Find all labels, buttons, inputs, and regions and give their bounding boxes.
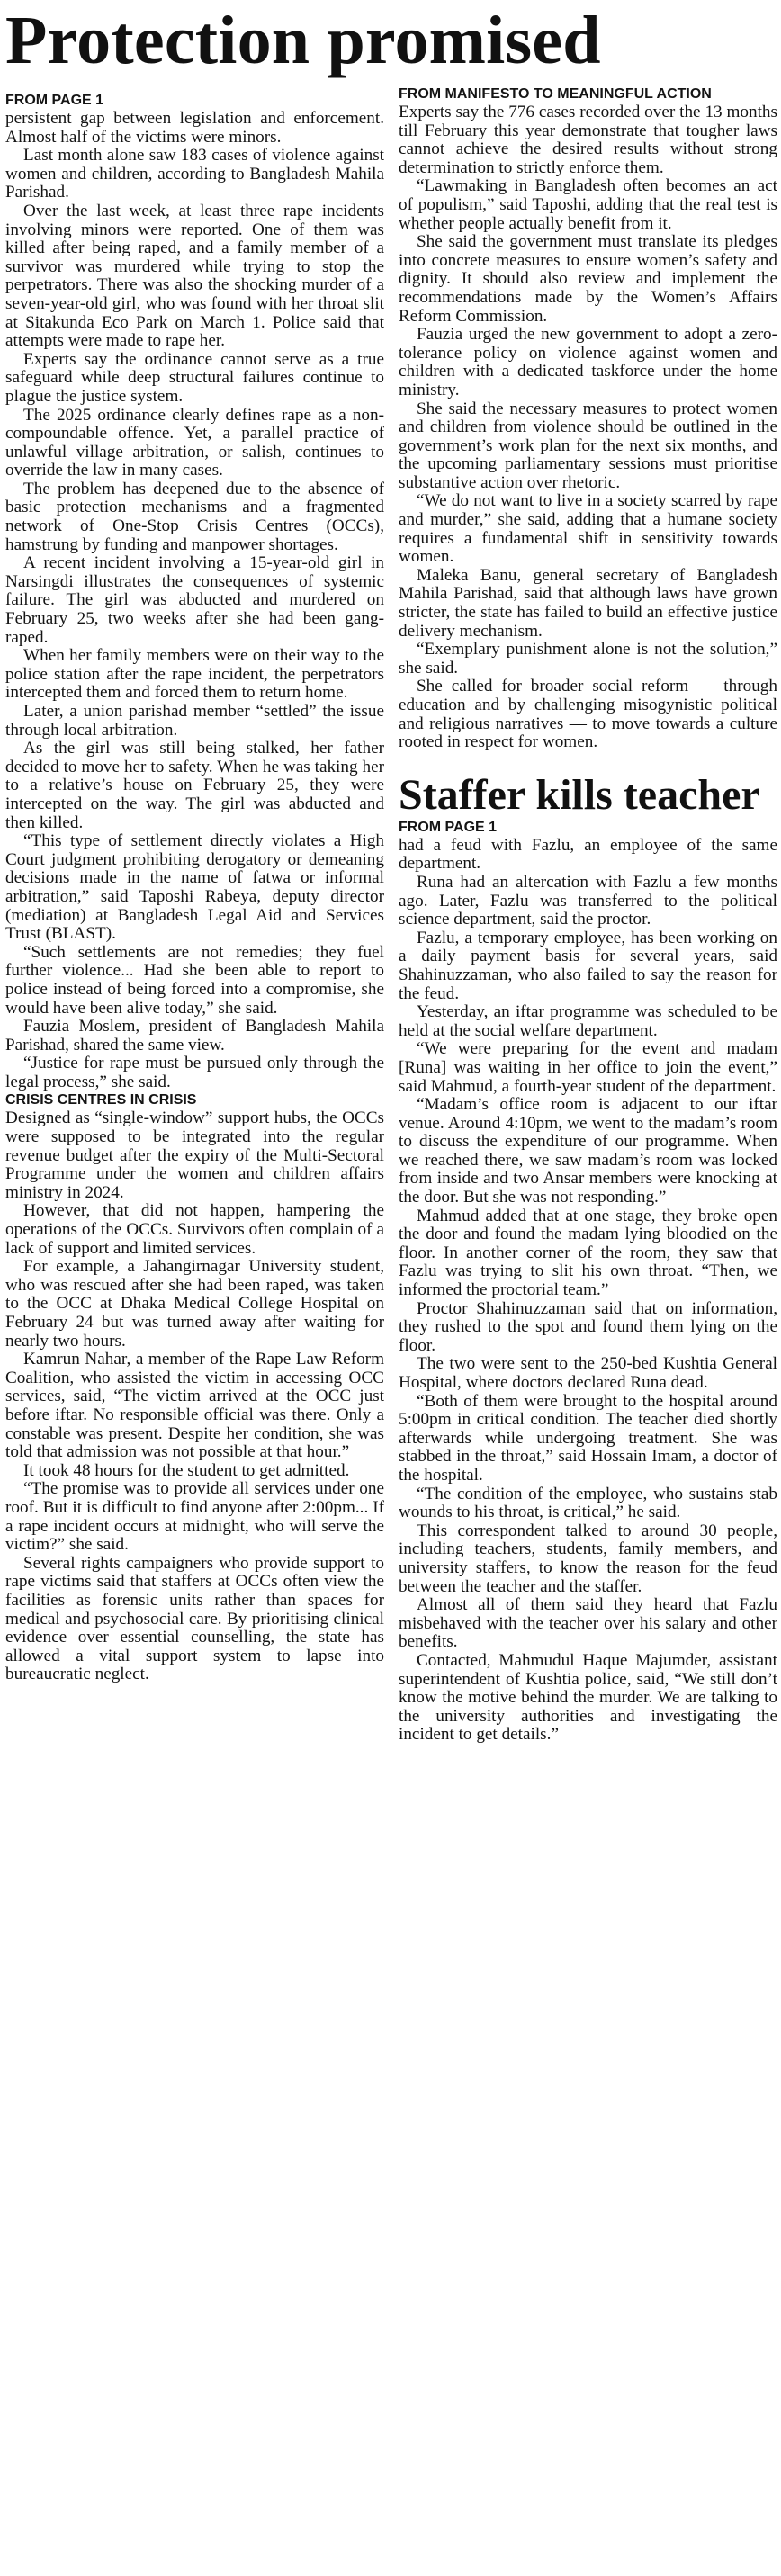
paragraph: Proctor Shahinuzzaman said that on information, they rushed to the spot and found them lying on the floor.: [399, 1298, 777, 1355]
paragraph: “Both of them were brought to the hospital around 5:00pm in critical condition. The teacher died shortly afterwards while undergoing treatment. She was stabbed in the throat,” said Hossain Imam, a doctor of the hospital.: [399, 1391, 777, 1485]
story-headline: Protection promised: [5, 3, 601, 78]
paragraph: Several rights campaigners who provide support to rape victims said that staffers at OCCs often view the facilities as forensic units rather than spaces for medical and psychosocial care. By prioritising clinical evidence over essential counselling, the state has allowed a vital support system to lapse into bureaucratic neglect.: [5, 1553, 384, 1684]
dateline: FROM PAGE 1: [5, 93, 104, 108]
paragraph: When her family members were on their way to the police station after the rape incident, the perpetrators intercepted them and forced them to return home.: [5, 646, 384, 703]
paragraph: It took 48 hours for the student to get admitted.: [23, 1460, 350, 1480]
paragraph: Experts say the ordinance cannot serve as a true safeguard while deep structural failures continue to plague the justice system.: [5, 349, 384, 406]
paragraph: Fauzia Moslem, president of Bangladesh Mahila Parishad, shared the same view.: [5, 1017, 384, 1055]
paragraph: Kamrun Nahar, a member of the Rape Law Reform Coalition, who assisted the victim in accessing OCC services, said, “The victim arrived at the OCC just before iftar. No responsible official was there. Only a constable was present. Despite her condition, she was told that admission was not possible at that hour.”: [5, 1350, 384, 1462]
paragraph: Yesterday, an iftar programme was scheduled to be held at the social welfare department.: [399, 1002, 777, 1040]
paragraph: The two were sent to the 250-bed Kushtia General Hospital, where doctors declared Runa dead.: [399, 1354, 777, 1392]
paragraph: This correspondent talked to around 30 people, including teachers, students, family members, and university staffers, to know the reason for the feud between the teacher and the staffer.: [399, 1521, 777, 1596]
paragraph: “Such settlements are not remedies; they fuel further violence... Had she been able to report to police instead of being forced into a compromise, she would have been alive today,” she said.: [5, 942, 384, 1018]
paragraph: Mahmud added that at one stage, they broke open the door and found the madam lying bloodied on the floor. In another corner of the room, they saw that Fazlu was trying to slit his own throat. “Then, we informed the proctorial team.”: [399, 1206, 777, 1300]
paragraph: She called for broader social reform — through education and by challenging misogynistic political and religious narratives — to move towards a culture rooted in respect for women.: [399, 677, 777, 752]
paragraph: As the girl was still being stalked, her father decided to move her to safety. When he was taking her to a relative’s house on February 25, they were intercepted on the way. The girl was abducted and then killed.: [5, 739, 384, 832]
paragraph: Contacted, Mahmudul Haque Majumder, assistant superintendent of Kushtia police, said, “We still don’t know the motive behind the murder. We are talking to the university authorities and investigating the incident to get details.”: [399, 1650, 777, 1745]
paragraph: Over the last week, at least three rape incidents involving minors were reported. One of them was killed after being raped, and a family member of a survivor was murdered while trying to stop the perpetrators. There was also the shocking murder of a seven-year-old girl, who was found with her throat slit at Sitakunda Eco Park on March 1. Police said that attempts were made to rape her.: [5, 201, 384, 351]
paragraph: “The condition of the employee, who sustains stab wounds to his throat, is critical,” he said.: [399, 1484, 777, 1522]
paragraph: Experts say the 776 cases recorded over the 13 months till February this year demonstrate that tougher laws cannot achieve the desired results without strong determination to strictly enforce them.: [399, 103, 777, 177]
paragraph: “Lawmaking in Bangladesh often becomes an act of populism,” said Taposhi, adding that the real test is whether people actually benefit from it.: [399, 176, 777, 233]
paragraph: had a feud with Fazlu, an employee of the same department.: [399, 835, 777, 874]
paragraph: “We were preparing for the event and madam [Runa] was waiting in her office to join the event,” said Mahmud, a fourth-year student of the department.: [399, 1039, 777, 1096]
paragraph: However, that did not happen, hampering the operations of the OCCs. Survivors often complain of a lack of support and limited services.: [5, 1201, 384, 1258]
paragraph: “This type of settlement directly violates a High Court judgment prohibiting derogatory or demeaning decisions made in the name of fatwa or informal arbitration,” said Taposhi Rabeya, deputy director (mediation) at Bangladesh Legal Aid and Services Trust (BLAST).: [5, 831, 384, 944]
second-story-headline: Staffer kills teacher: [399, 770, 760, 819]
paragraph: A recent incident involving a 15-year-old girl in Narsingdi illustrates the consequences of systemic failure. The girl was abducted and murdered on February 25, two weeks after she had been gang-raped.: [5, 553, 384, 647]
paragraph: “The promise was to provide all services under one roof. But it is difficult to find anyone after 2:00pm... If a rape incident occurs at midnight, who will serve the victim?” she said.: [5, 1479, 384, 1555]
subhead-manifesto: FROM MANIFESTO TO MEANINGFUL ACTION: [399, 86, 712, 102]
second-story-body: [399, 837, 777, 1745]
second-story-dateline: FROM PAGE 1: [399, 819, 498, 835]
story-body-part-1: [5, 110, 384, 1091]
story-body-part-3: [399, 103, 777, 752]
paragraph: “Justice for rape must be pursued only through the legal process,” she said.: [5, 1054, 384, 1091]
paragraph: “Madam’s office room is adjacent to our iftar venue. Around 4:10pm, we went to the madam’s room to discuss the expenditure of our programme. When we reached there, we saw madam’s room was locked from inside and two Ansar members were knocking at the door. But she was not responding.”: [399, 1095, 777, 1207]
paragraph: The problem has deepened due to the absence of basic protection mechanisms and a fragmented network of One-Stop Crisis Centres (OCCs), hamstrung by funding and manpower shortages.: [5, 479, 384, 554]
paragraph: Later, a union parishad member “settled” the issue through local arbitration.: [5, 702, 384, 740]
paragraph: Maleka Banu, general secretary of Bangladesh Mahila Parishad, said that although laws have grown stricter, the state has failed to build an effective justice delivery mechanism.: [399, 565, 777, 641]
paragraph: persistent gap between legislation and enforcement. Almost half of the victims were minors.: [5, 109, 384, 147]
subhead-crisis-centres: CRISIS CENTRES IN CRISIS: [5, 1092, 197, 1108]
paragraph: Runa had an altercation with Fazlu a few months ago. Later, Fazlu was transferred to the political science department, said the proctor.: [399, 872, 777, 929]
paragraph: The 2025 ordinance clearly defines rape as a non-compoundable offence. Yet, a parallel practice of unlawful village arbitration, or salish, continues to override the law in many cases.: [5, 405, 384, 480]
paragraph: She said the necessary measures to protect women and children from violence should be outlined in the government’s work plan for the next six months, and the upcoming parliamentary sessions must prioritise substantive action over rhetoric.: [399, 399, 777, 492]
second-story: [399, 772, 777, 1745]
paragraph: Almost all of them said they heard that Fazlu misbehaved with the teacher over his salary and other benefits.: [399, 1595, 777, 1652]
paragraph: “Exemplary punishment alone is not the solution,” she said.: [399, 640, 777, 678]
paragraph: She said the government must translate its pledges into concrete measures to ensure women’s safety and dignity. It should also review and implement the recommendations made by the Women’s Affairs Reform Commission.: [399, 232, 777, 326]
paragraph: Fauzia urged the new government to adopt a zero-tolerance policy on violence against women and children with a dedicated taskforce under the home ministry.: [399, 325, 777, 399]
paragraph: Last month alone saw 183 cases of violence against women and children, according to Bangladesh Mahila Parishad.: [5, 146, 384, 202]
right-column: [399, 85, 777, 1745]
story-body-part-2: [5, 1109, 384, 1683]
paragraph: “We do not want to live in a society scarred by rape and murder,” she said, adding that a humane society requires a fundamental shift in sensitivity towards women.: [399, 491, 777, 567]
paragraph: Fazlu, a temporary employee, has been working on a daily payment basis for several years, said Shahinuzzaman, who also failed to say the reason for the feud.: [399, 928, 777, 1003]
paragraph: For example, a Jahangirnagar University student, who was rescued after she had been raped, was taken to the OCC at Dhaka Medical College Hospital on February 24 but was turned away after waiting for nearly two hours.: [5, 1257, 384, 1351]
left-column: [5, 92, 384, 1684]
paragraph: Designed as “single-window” support hubs, the OCCs were supposed to be integrated into the regular revenue budget after the expiry of the Multi-Sectoral Programme under the women and children affairs ministry in 2024.: [5, 1108, 384, 1202]
column-divider: [390, 86, 391, 2570]
